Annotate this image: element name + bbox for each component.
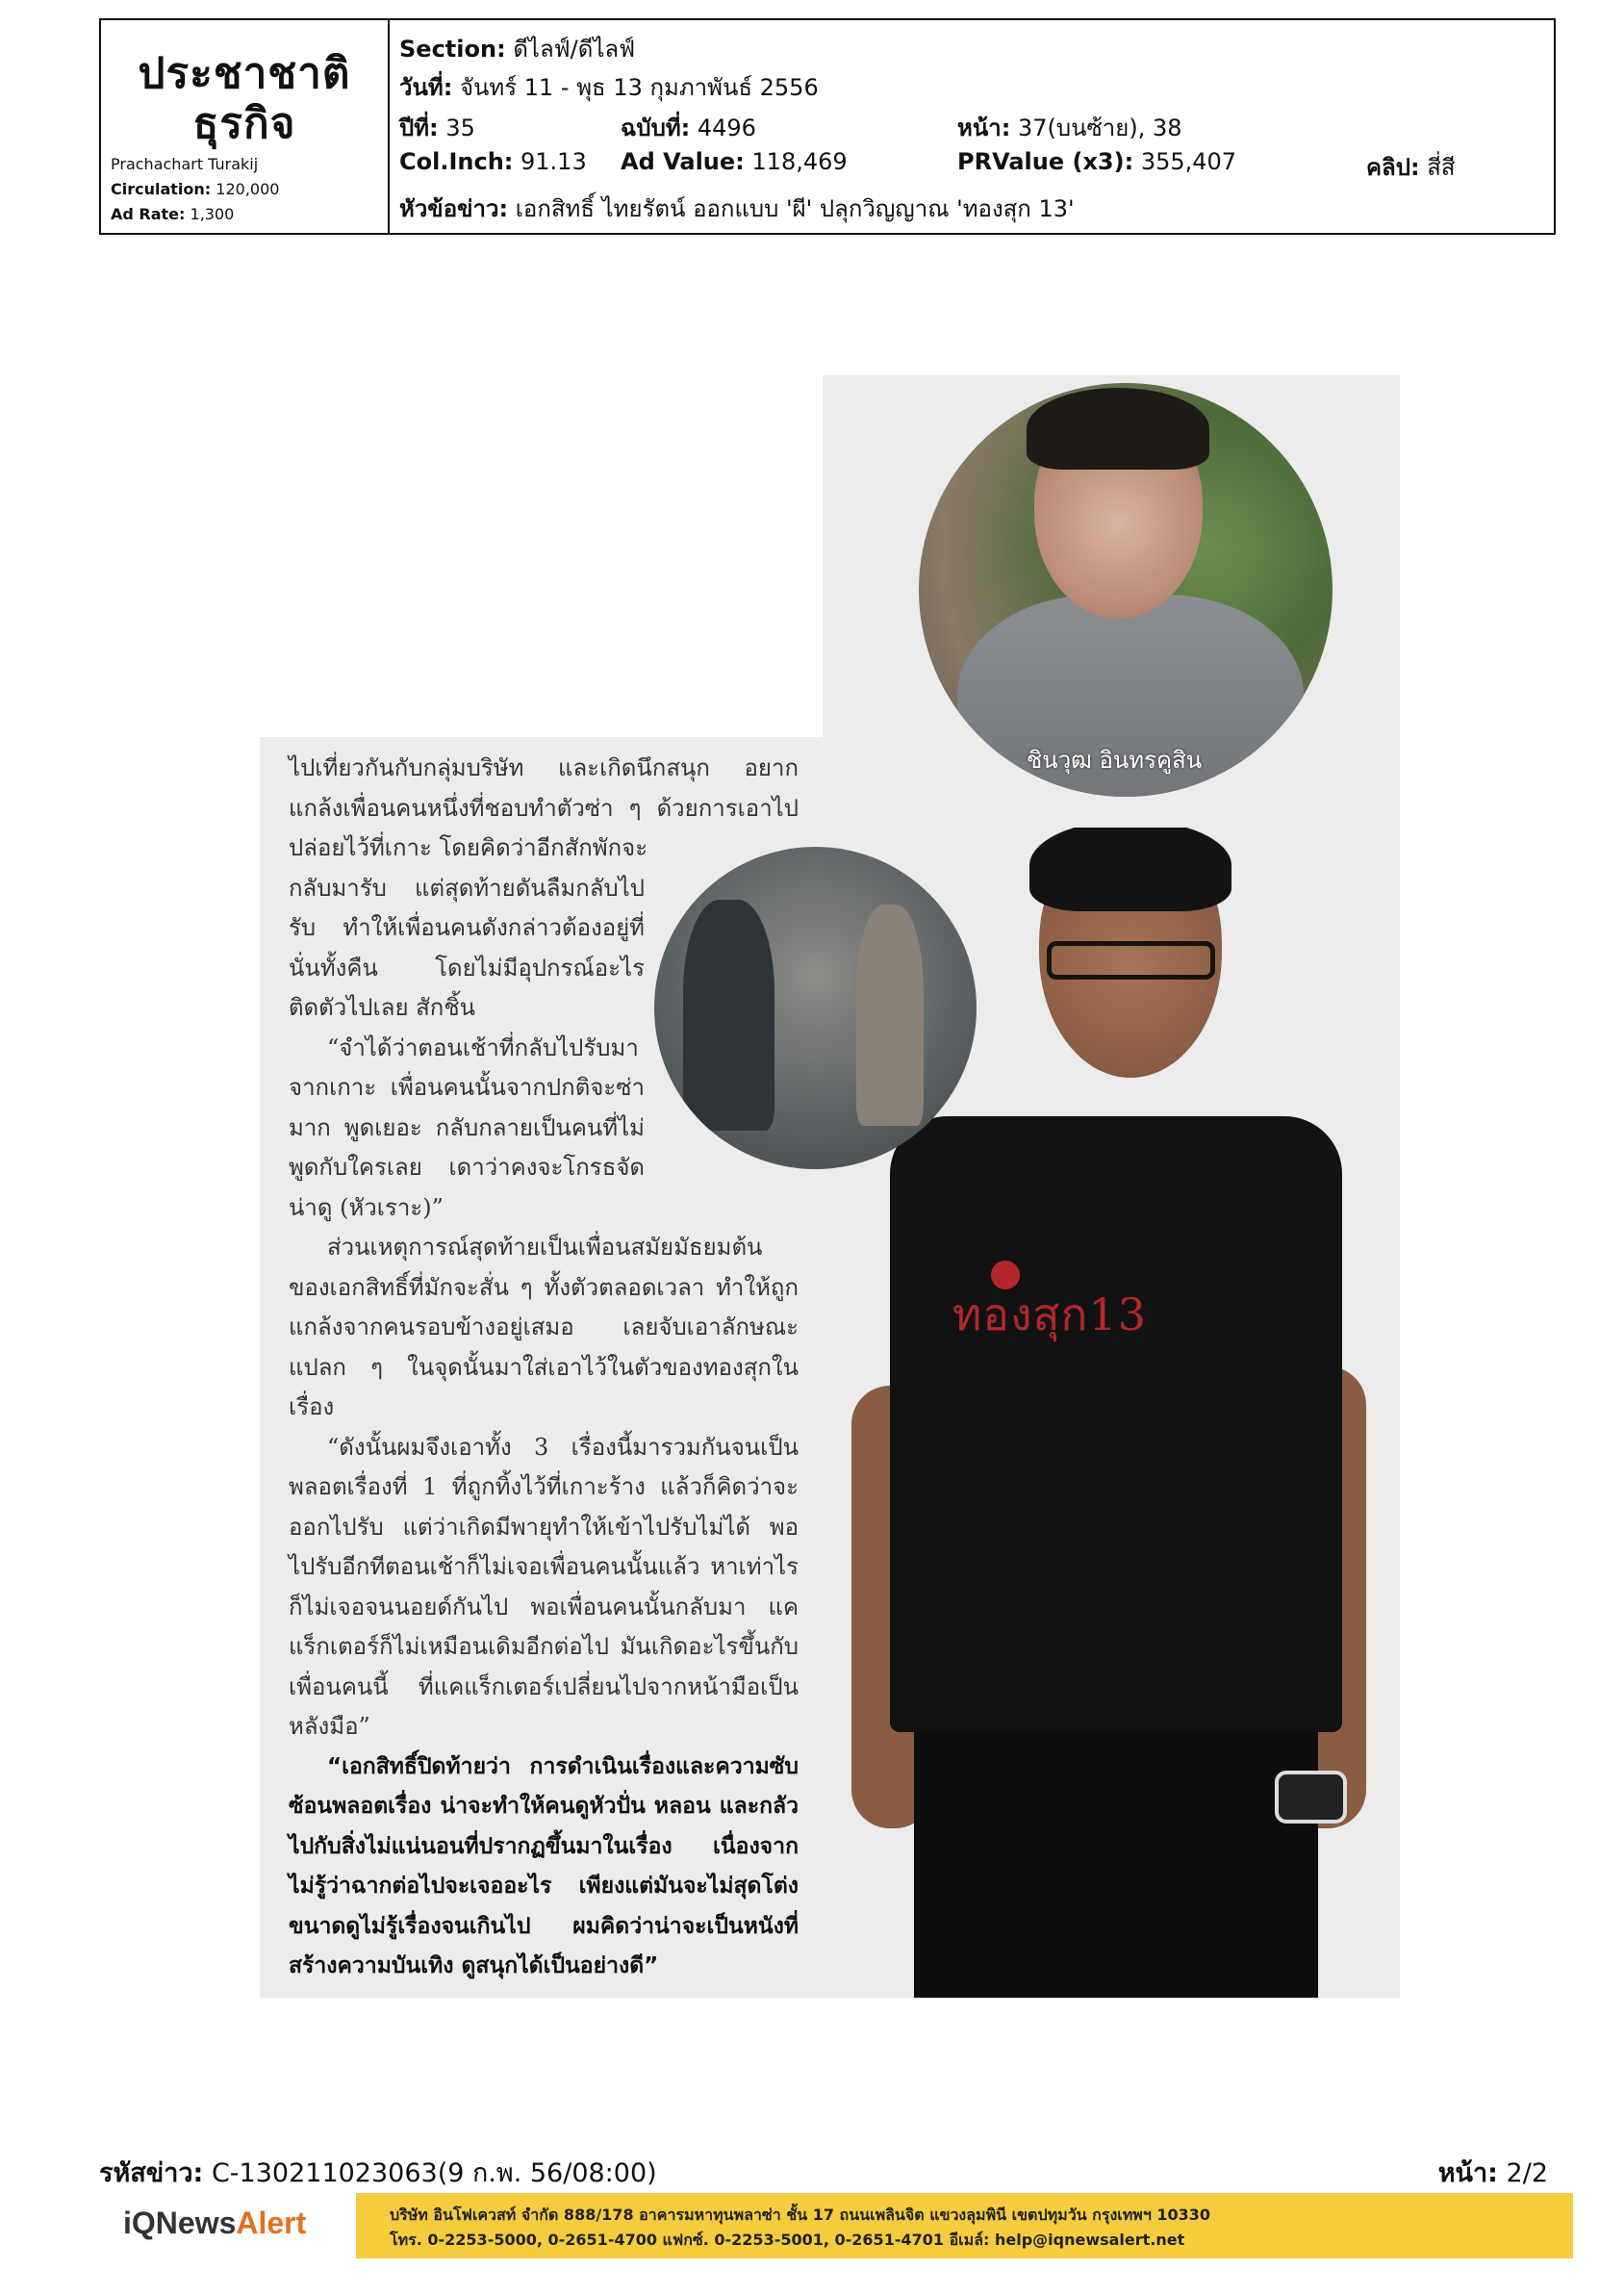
article-body [289, 749, 799, 1987]
news-id: รหัสข่าว: C-130211023063(9 ก.พ. 56/08:00) [99, 2158, 657, 2188]
shirt-logo-text: ทองสุก13 [952, 1288, 1147, 1340]
watch-icon [1275, 1771, 1347, 1824]
actor-photo [919, 383, 1332, 797]
ad-rate: Ad Rate: 1,300 [111, 205, 235, 223]
paragraph: ไปเที่ยวกันกับกลุ่มบริษัท และเกิดนึกสนุก อยากแกล้งเพื่อนคนหนึ่งที่ชอบทำตัวซ่า ๆ ด้วยการเอาไปปล่อยไว้ที่เกาะ โดยคิดว่าอีกสักพักจะ [289, 754, 799, 861]
section-row: Section: ดีไลฟ์/ดีไลฟ์ [399, 36, 636, 63]
paragraph: ส่วนเหตุการณ์สุดท้ายเป็นเพื่อนสมัยมัธยมต้นของเอกสิทธิ์ที่มักจะสั่น ๆ ทั้งตัวตลอดเวลา ทำให้ถูกแกล้งจากคนรอบข้างอยู่เสมอ เลยจับเอาลักษณะแปลก ๆ ในจุดนั้นมาใส่เอาไว้ในตัวของทองสุกในเรื่อง [289, 1234, 799, 1420]
paragraph: “ดังนั้นผมจึงเอาทั้ง 3 เรื่องนี้มารวมกันจนเป็นพลอตเรื่องที่ 1 ที่ถูกทิ้งไว้ที่เกาะร้าง แล้วก็คิดว่าจะออกไปรับ แต่ว่าเกิดมีพายุทำให้เข้าไปรับไม่ได้ พอไปรับอีกทีตอนเช้าก็ไม่เจอเพื่อนคนนั้นแล้ว หาเท่าไรก็ไม่เจอจนนอยด์กันไป พอเพื่อนคนนั้นกลับมา แคแร็กเตอร์ก็ไม่เหมือนเดิมอีกต่อไป มันเกิดอะไรขึ้นกับเพื่อนคนนี้ ที่แคแร็กเตอร์เปลี่ยนไปจากหน้ามือเป็นหลังมือ” [289, 1433, 799, 1740]
paper-info [101, 20, 390, 233]
paragraph: “เอกสิทธิ์ปิดท้ายว่า การดำเนินเรื่องและความซับซ้อนพลอตเรื่อง น่าจะทำให้คนดูหัวปั่น หลอน และกลัวไปกับสิ่งไม่แน่นอนที่ปรากฏขึ้นมาในเรื่อง เนื่องจากไม่รู้ว่าฉากต่อไปจะเจออะไร เพียงแต่มันจะไม่สุดโต่งขนาดดูไม่รู้เรื่องจนเกินไป ผมคิดว่าน่าจะเป็นหนังที่สร้างความบันเทิง ดูสนุกได้เป็นอย่างดี” [289, 1753, 799, 1978]
headline-row: หัวข้อข่าว: เอกสิทธิ์ ไทยรัตน์ ออกแบบ 'ผี' ปลุกวิญญาณ 'ทองสุก 13' [399, 195, 1075, 222]
company-contact: โทร. 0-2253-5000, 0-2651-4700 แฟกซ์. 0-2253-5001, 0-2651-4701 อีเมล์: help@iqnewsalert.net [390, 2231, 1185, 2249]
iqnewsalert-logo: iQNewsAlert [123, 2206, 307, 2240]
paragraph: “จำได้ว่าตอนเช้าที่กลับไปรับมาจากเกาะ เพื่อนคนนั้นจากปกติจะซ่ามาก พูดเยอะ กลับกลายเป็นคนที่ไม่พูดกับใครเลย เดาว่าคงจะโกรธจัดน่าดู (หัวเราะ)” [289, 1033, 645, 1221]
date-row: วันที่: จันทร์ 11 - พุธ 13 กุมภาพันธ์ 2556 [399, 74, 819, 101]
page-number: หน้า: 2/2 [1437, 2158, 1548, 2188]
paper-name-en: Prachachart Turakij [111, 155, 259, 173]
value-row: Col.Inch: 91.13 Ad Value: 118,469 PRValue (x3): 355,407 คลิป: สี่สี [399, 148, 1456, 181]
circulation: Circulation: 120,000 [111, 180, 280, 198]
paper-logo: ประชาชาติ ธุรกิจ [138, 50, 351, 147]
company-address: บริษัท อินโฟเควสท์ จำกัด 888/178 อาคารมหาทุนพลาซ่า ชั้น 17 ถนนเพลินจิต แขวงลุมพินี เขตปทุมวัน กรุงเทพฯ 10330 [390, 2206, 1211, 2224]
paragraph: กลับมารับ แต่สุดท้ายดันลืมกลับไปรับ ทำให้เพื่อนคนดังกล่าวต้องอยู่ที่นั่นทั้งคืน โดยไม่มีอุปกรณ์อะไรติดตัวไปเลย สักชิ้น [289, 874, 645, 1021]
clipping-header [99, 18, 1556, 235]
issue-row: ปีที่: 35 ฉบับที่: 4496 หน้า: 37(บนซ้าย), 38 [399, 115, 1182, 141]
photo-caption: ชินวุฒ อินทรคูสิน [1027, 747, 1203, 774]
